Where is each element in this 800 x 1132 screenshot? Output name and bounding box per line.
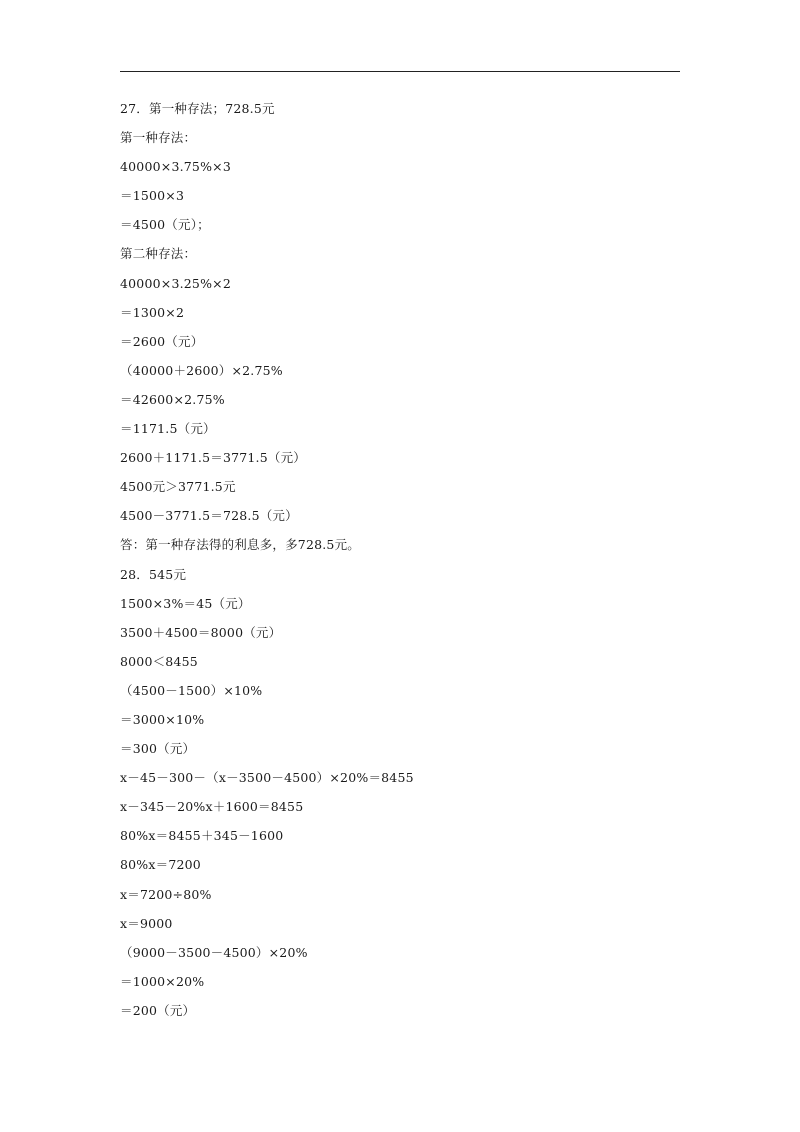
calc-line: 2600＋1171.5＝3771.5（元）: [120, 450, 306, 466]
calc-line: 40000×3.25%×2: [120, 275, 231, 291]
calc-line: （40000＋2600）×2.75%: [120, 362, 283, 378]
method-1-heading: 第一种存法：: [120, 130, 197, 146]
equation-line: 80%x＝7200: [120, 857, 201, 873]
calc-line: ＝1000×20%: [120, 973, 205, 989]
answer-27-heading: 27．第一种存法；728.5元: [120, 101, 275, 116]
calc-line: ＝2600（元）: [120, 333, 204, 349]
calc-line: 40000×3.75%×3: [120, 159, 231, 175]
calc-line: ＝300（元）: [120, 741, 196, 757]
calc-line: 4500－3771.5＝728.5（元）: [120, 508, 298, 524]
answer-27-conclusion: 答：第一种存法得的利息多，多728.5元。: [120, 537, 360, 553]
calc-line: ＝4500（元）；: [120, 217, 210, 233]
equation-line: x＝7200÷80%: [120, 886, 212, 902]
comparison-line: 8000＜8455: [120, 653, 198, 669]
calc-line: 1500×3%＝45（元）: [120, 595, 251, 611]
answer-28-heading: 28．545元: [120, 566, 187, 582]
method-2-heading: 第二种存法：: [120, 246, 197, 262]
comparison-line: 4500元＞3771.5元: [120, 479, 236, 495]
equation-line: x－345－20%x＋1600＝8455: [120, 799, 304, 815]
header-rule: [120, 71, 680, 72]
calc-line: 3500＋4500＝8000（元）: [120, 624, 282, 640]
equation-line: 80%x＝8455＋345－1600: [120, 828, 284, 844]
calc-line: ＝1171.5（元）: [120, 421, 216, 437]
calc-line: ＝3000×10%: [120, 711, 205, 727]
document-body: [120, 94, 680, 1025]
calc-line: ＝1500×3: [120, 188, 185, 204]
calc-line: （9000－3500－4500）×20%: [120, 944, 308, 960]
calc-line: ＝1300×2: [120, 304, 185, 320]
calc-line: ＝200（元）: [120, 1002, 196, 1018]
calc-line: （4500－1500）×10%: [120, 682, 263, 698]
equation-line: x＝9000: [120, 915, 173, 931]
equation-line: x－45－300－（x－3500－4500）×20%＝8455: [120, 770, 414, 786]
calc-line: ＝42600×2.75%: [120, 391, 225, 407]
